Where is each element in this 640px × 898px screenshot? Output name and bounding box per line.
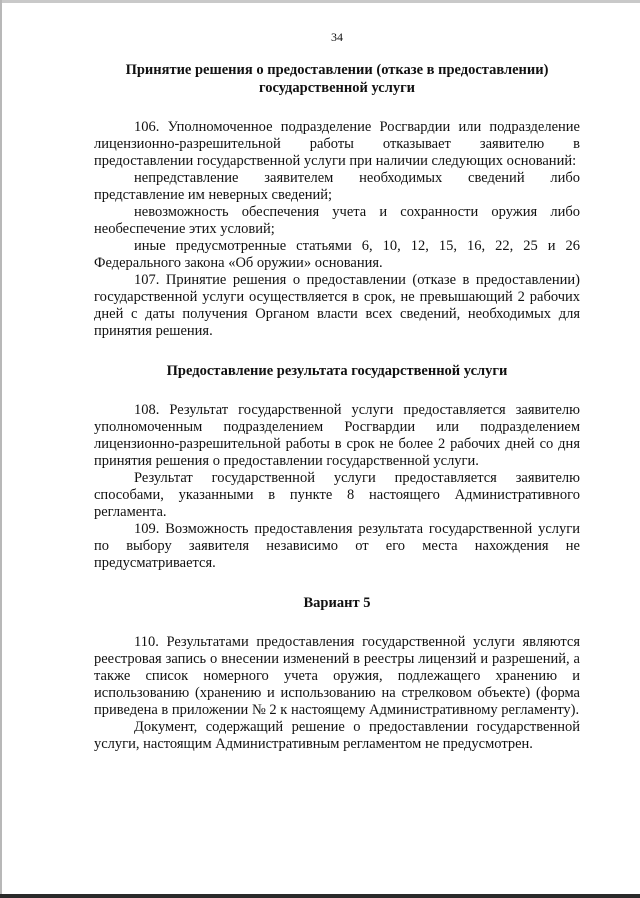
paragraph-108-continued: Результат государственной услуги предоставляется заявителю способами, указанными в пункте 8 настоящего Административного регламента. <box>94 470 580 520</box>
page-number: 34 <box>331 30 343 44</box>
paragraph-110-document: Документ, содержащий решение о предоставлении государственной услуги, настоящим Административным регламентом не предусмотрен. <box>94 719 580 752</box>
paragraph-109: 109. Возможность предоставления результата государственной услуги по выбору заявителя независимо от его места нахождения не предусматривается. <box>94 521 580 571</box>
paragraph-106: 106. Уполномоченное подразделение Росгвардии или подразделение лицензионно-разрешительной работы отказывает заявителю в предоставлении государственной услуги при наличии следующих оснований: <box>94 119 580 169</box>
section-heading-decision: Принятие решения о предоставлении (отказе в предоставлении) государственной услуги <box>125 62 549 96</box>
paragraph-107: 107. Принятие решения о предоставлении (отказе в предоставлении) государственной услуги осуществляется в срок, не превышающий 2 рабочих дней с даты получения Органом власти всех сведений, необходимых для принятия решения. <box>94 272 580 339</box>
paragraph-106-reason-1: непредставление заявителем необходимых сведений либо представление им неверных сведений; <box>94 170 580 203</box>
paragraph-110: 110. Результатами предоставления государственной услуги являются реестровая запись о внесении изменений в реестры лицензий и разрешений, а также список номерного учета оружия, подлежащего хранению и использованию (хранению и использованию на стрелковом объекте) (форма приведена в приложении № 2 к настоящему Административному регламенту). <box>94 634 580 718</box>
section-heading-result: Предоставление результата государственной услуги <box>166 363 508 379</box>
section-heading-variant-5: Вариант 5 <box>303 595 371 611</box>
scan-edge-top <box>0 0 640 3</box>
scan-edge-left <box>0 0 2 898</box>
paragraph-106-reason-3: иные предусмотренные статьями 6, 10, 12, 15, 16, 22, 25 и 26 Федерального закона «Об оружии» основания. <box>94 238 580 271</box>
document-page <box>94 30 580 753</box>
paragraph-106-reason-2: невозможность обеспечения учета и сохранности оружия либо необеспечение этих условий; <box>94 204 580 237</box>
paragraph-108: 108. Результат государственной услуги предоставляется заявителю уполномоченным подразделением Росгвардии или подразделением лицензионно-разрешительной работы в срок не более 2 рабочих дней со дня принятия решения о предоставлении государственной услуги. <box>94 402 580 469</box>
scan-edge-bottom <box>0 894 640 898</box>
